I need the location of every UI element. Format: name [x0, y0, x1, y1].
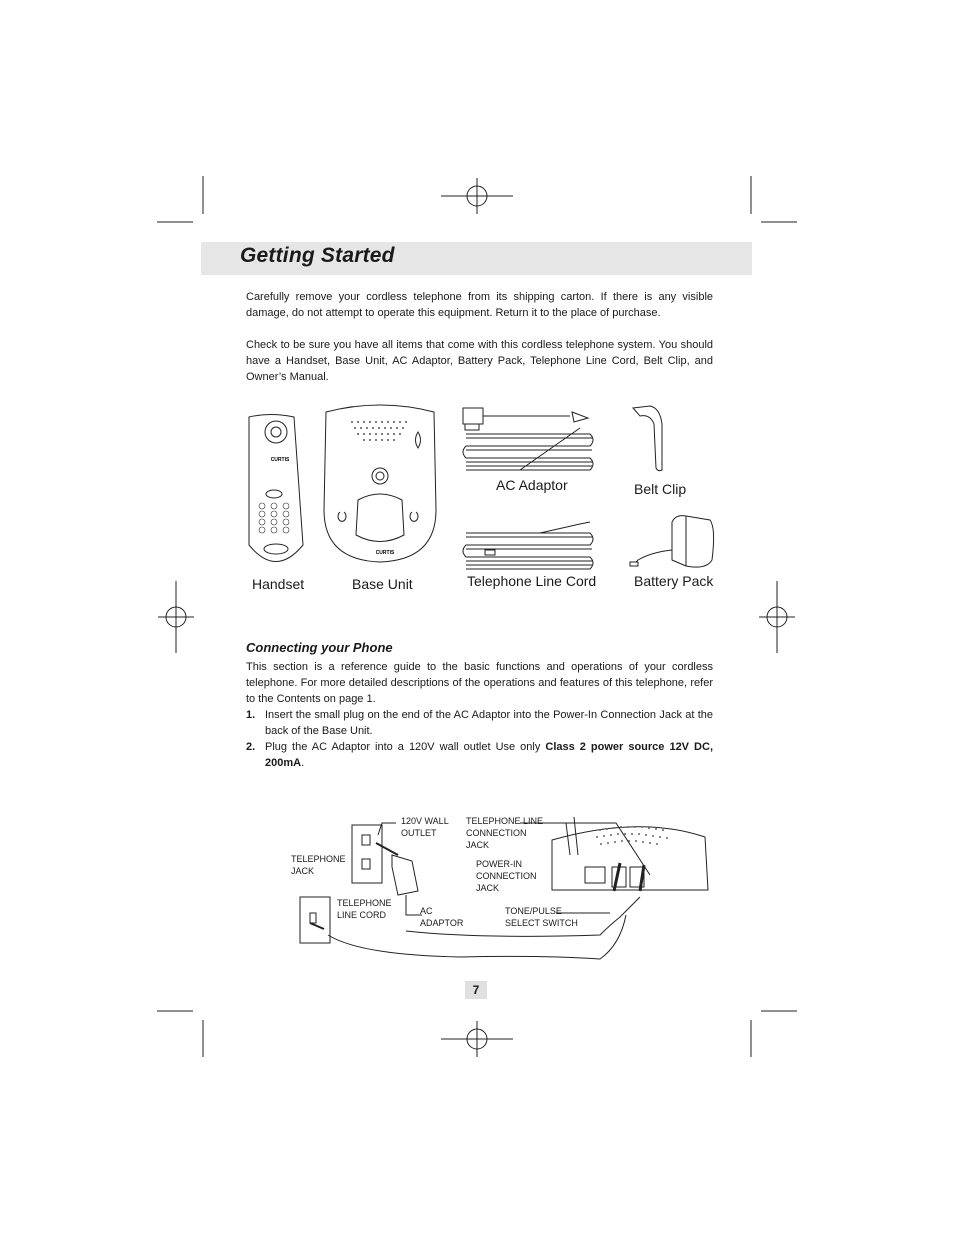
page-number: 7: [465, 981, 487, 999]
section-heading: Connecting your Phone: [246, 640, 393, 655]
caption-ac-adaptor: AC Adaptor: [496, 477, 568, 493]
step-1: [246, 707, 713, 739]
base-unit-drawing: [324, 405, 436, 562]
step-number: 1.: [246, 709, 256, 721]
caption-handset: Handset: [252, 576, 305, 592]
caption-battery-pack: Battery Pack: [634, 573, 714, 589]
step-text: Plug the AC Adaptor into a 120V wall outlet Use only Class 2 power source 12V DC, 200mA.: [265, 741, 713, 769]
handset-brand-text: CURTIS: [270, 457, 290, 463]
intro-paragraph-1: Carefully remove your cordless telephone from its shipping carton. If there is any visible damage, do not attempt to operate this equipment. Return it to the place of purchase.: [246, 291, 713, 319]
caption-belt-clip: Belt Clip: [634, 481, 687, 497]
label-telephone-jack: TELEPHONE JACK: [291, 854, 346, 876]
label-power-in-jack: POWER-IN CONNECTION JACK: [476, 859, 537, 893]
ac-adaptor-drawing: [463, 408, 593, 470]
step-text: Insert the small plug on the end of the AC Adaptor into the Power-In Connection Jack at the back of the Base Unit.: [265, 709, 713, 737]
label-telephone-line-cord: TELEPHONE LINE CORD: [337, 898, 392, 920]
package-contents-illustration: [240, 400, 720, 600]
label-line-connection-jack: TELEPHONE LINE CONNECTION JACK: [466, 816, 544, 850]
intro-paragraph-2: Check to be sure you have all items that come with this cordless telephone system. You should have a Handset, Base Unit, AC Adaptor, Battery Pack, Telephone Line Cord, Belt Clip, and Owner’s Manual.: [246, 339, 713, 383]
caption-base-unit: Base Unit: [352, 576, 413, 592]
line-cord-drawing: [463, 522, 593, 569]
step-2: [246, 739, 713, 771]
caption-line-cord: Telephone Line Cord: [467, 573, 597, 589]
battery-pack-drawing: [630, 516, 714, 568]
step-number: 2.: [246, 741, 256, 753]
belt-clip-drawing: [633, 406, 662, 471]
label-ac-adaptor: AC ADAPTOR: [420, 906, 464, 928]
base-brand-text: CURTIS: [375, 550, 395, 556]
label-wall-outlet: 120V WALL OUTLET: [401, 816, 449, 838]
handset-drawing: [249, 415, 303, 562]
page-title: Getting Started: [240, 244, 395, 267]
connecting-intro: This section is a reference guide to the basic functions and operations of your cordless telephone. For more detailed descriptions of the operations and features of this telephone, refer to the Contents on page 1.: [246, 661, 713, 705]
label-tone-pulse-switch: TONE/PULSE SELECT SWITCH: [505, 906, 578, 928]
